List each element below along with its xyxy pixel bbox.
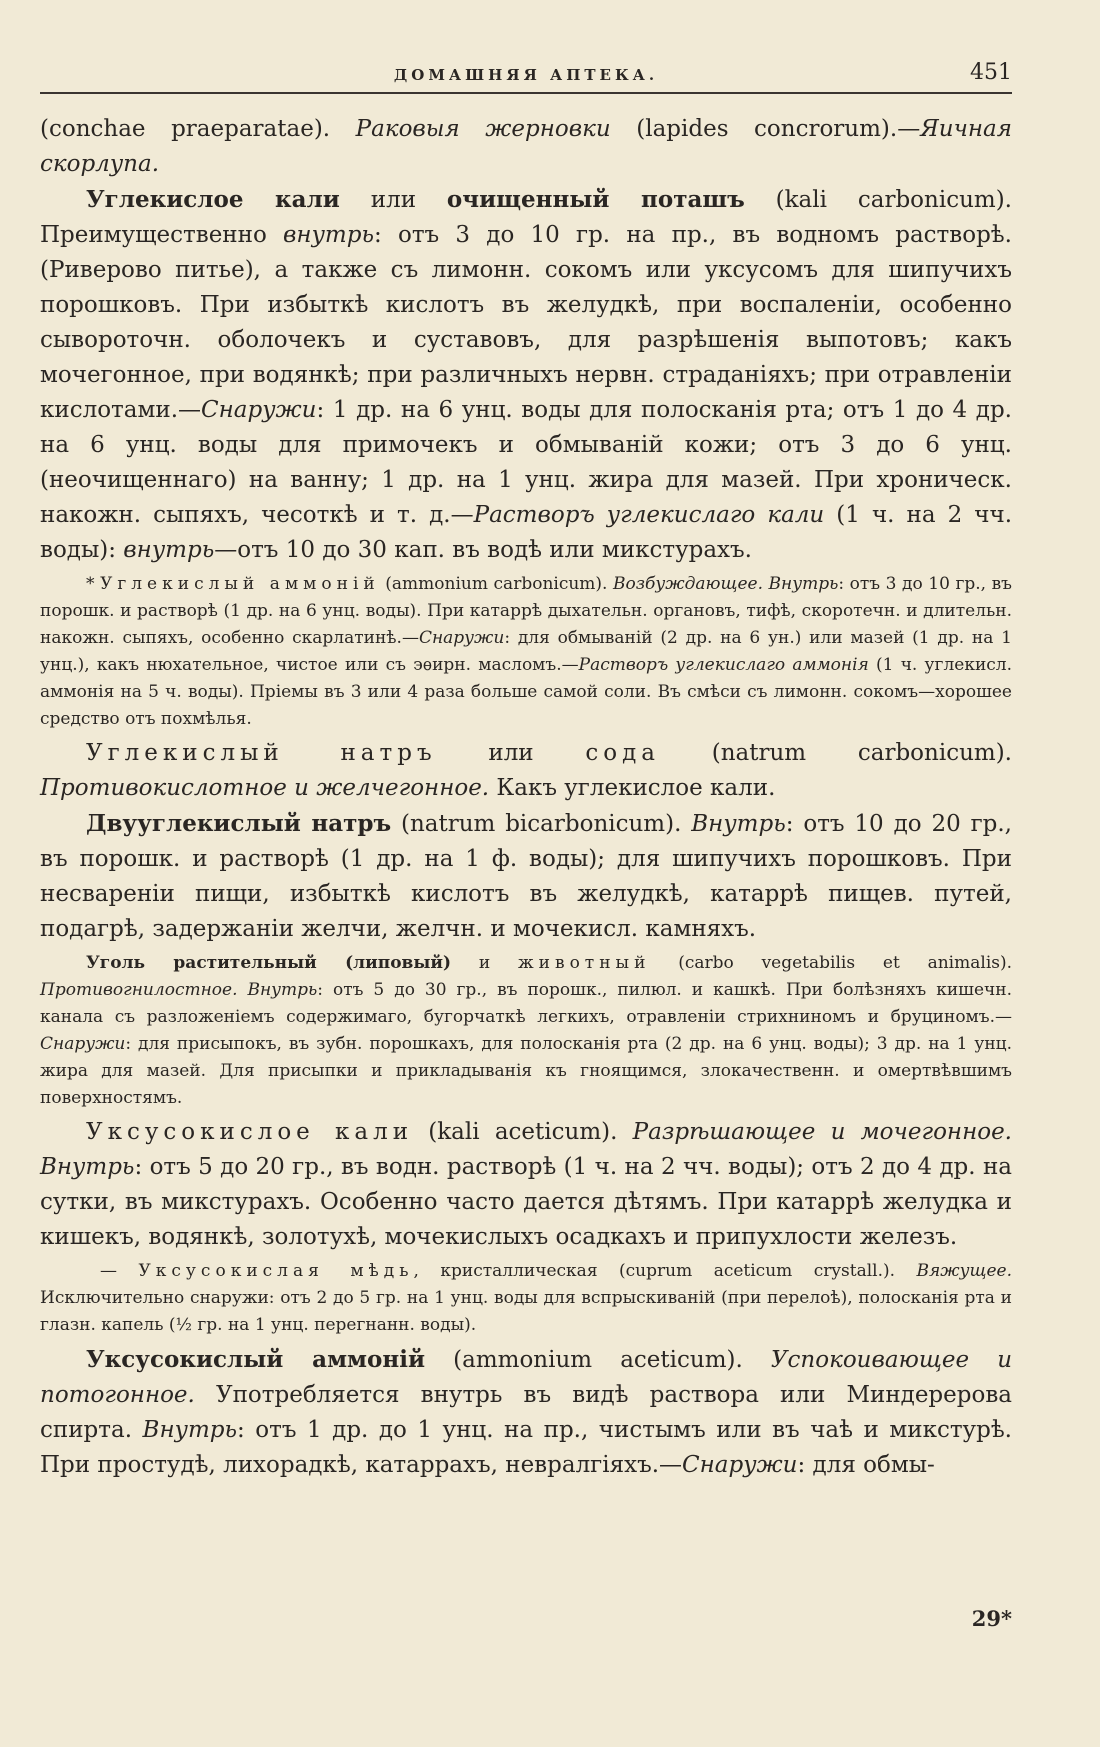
entry-cuprum-aceticum: — Уксусокислая мѣдь, кристаллическая (cuprum aceticum crystall.). Вяжущее. Исключительно снаружи: отъ 2 до 5 гр. на 1 унц. воды для вспрыскиваній (при перелоѣ), полосканія рта и глазн. капель (½ гр. на 1 унц. перегнанн. воды).: [40, 1261, 1012, 1335]
entry-kali-carbonicum: Углекислое кали или очищенный поташъ (kali carbonicum). Преимущественно внутрь: отъ 3 до 10 гр. на пр., въ водномъ растворѣ. (Риверово питье), а также съ лимонн. сокомъ или уксусомъ для шипучихъ порошковъ. При избыткѣ кислотъ въ желудкѣ, при воспаленіи, особенно сывороточн. оболочекъ и суставовъ, для разрѣшенія выпотовъ; какъ мочегонное, при водянкѣ; при различныхъ нервн. страданіяхъ; при отравленіи кислотами.—Снаружи: 1 др. на 6 унц. воды для полосканія рта; отъ 1 до 4 др. на 6 унц. воды для примочекъ и обмываній кожи; отъ 3 до 6 унц. (неочищеннаго) на ванну; 1 др. на 1 унц. жира для мазей. При хроническ. накожн. сыпяхъ, чесоткѣ и т. д.—Растворъ углекислаго кали (1 ч. на 2 чч. воды): внутрь—отъ 10 до 30 кап. въ водѣ или микстурахъ.: [40, 186, 1013, 563]
paragraph-conchae: (conchae praeparatae). Раковыя жерновки (lapides concrorum).—Яичная скорлупа.: [40, 116, 1012, 177]
page-number: 451: [970, 60, 1012, 85]
entry-ammonium-carbonicum: * Углекислый аммоній (ammonium carbonicum). Возбуждающее. Внутрь: отъ 3 до 10 гр., въ порошк. и растворѣ (1 др. на 6 унц. воды). При катаррѣ дыхательн. органовъ, тифѣ, скоротечн. и длительн. накожн. сыпяхъ, особенно скарлатинѣ.—Снаружи: для обмываній (2 др. на 6 ун.) или мазей (1 др. на 1 унц.), какъ нюхательное, чистое или съ эѳирн. масломъ.—Растворъ углекислаго аммонія (1 ч. углекисл. аммонія на 5 ч. воды). Пріемы въ 3 или 4 раза больше самой соли. Въ смѣси съ лимонн. сокомъ—хорошее средство отъ похмѣлья.: [40, 574, 1012, 729]
page-body: [40, 112, 1012, 1483]
page-header: [40, 58, 1012, 96]
entry-carbo: Уголь растительный (липовый) и животный (carbo vegetabilis et animalis). Противогнилостное. Внутрь: отъ 5 до 30 гр., въ порошк., пилюл. и кашкѣ. При болѣзняхъ кишечн. канала съ разложеніемъ содержимаго, бугорчаткѣ легкихъ, отравленіи стрихниномъ и бруциномъ.—Снаружи: для присыпокъ, въ зубн. порошкахъ, для полосканія рта (2 др. на 6 унц. воды); 3 др. на 1 унц. жира для мазей. Для присыпки и прикладыванія къ гноящимся, злокачественн. и омертвѣвшимъ поверхностямъ.: [40, 953, 1013, 1108]
running-title: ДОМАШНЯЯ АПТЕКА.: [393, 66, 659, 84]
signature-mark: 29*: [971, 1606, 1012, 1631]
entry-kali-aceticum: Уксусокислое кали (kali aceticum). Разрѣшающее и мочегонное. Внутрь: отъ 5 до 20 гр., въ водн. растворѣ (1 ч. на 2 чч. воды); отъ 2 до 4 др. на сутки, въ микстурахъ. Особенно часто дается дѣтямъ. При катаррѣ желудка и кишекъ, водянкѣ, золотухѣ, мочекислыхъ осадкахъ и припухлости железъ.: [40, 1119, 1012, 1250]
entry-natrum-bicarbonicum: Двууглекислый натръ (natrum bicarbonicum). Внутрь: отъ 10 до 20 гр., въ порошк. и растворѣ (1 др. на 1 ф. воды); для шипучихъ порошковъ. При несвареніи пищи, избыткѣ кислотъ въ желудкѣ, катаррѣ пищев. путей, подагрѣ, задержаніи желчи, желчн. и мочекисл. камняхъ.: [40, 810, 1012, 942]
header-rule: [40, 92, 1012, 94]
entry-ammonium-aceticum: Уксусокислый аммоній (ammonium aceticum). Успокоивающее и потогонное. Употребляется внутрь въ видѣ раствора или Миндерерова спирта. Внутрь: отъ 1 др. до 1 унц. на пр., чистымъ или въ чаѣ и микстурѣ. При простудѣ, лихорадкѣ, катаррахъ, невралгіяхъ.—Снаружи: для обмы-: [40, 1346, 1013, 1478]
entry-natrum-carbonicum: Углекислый натръ или сода (natrum carbonicum). Противокислотное и желчегонное. Какъ углекислое кали.: [40, 740, 1012, 801]
